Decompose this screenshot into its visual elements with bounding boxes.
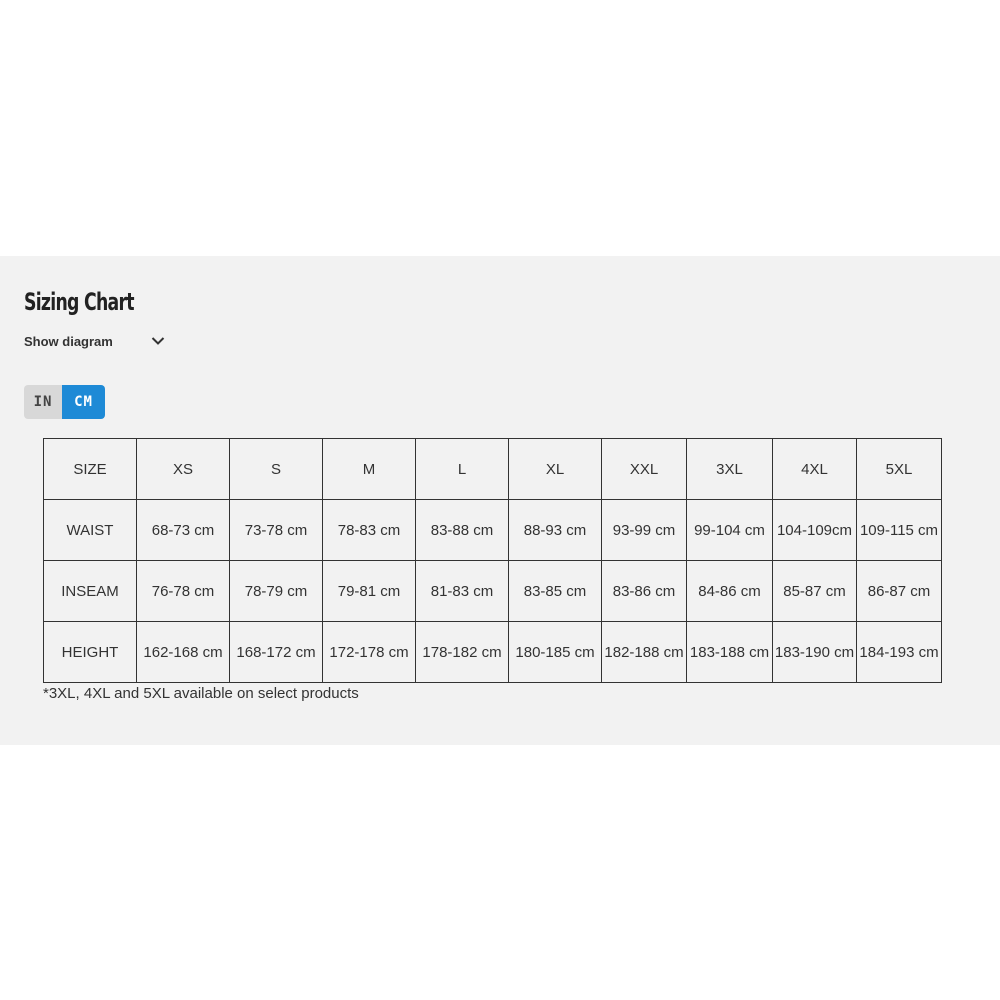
table-cell: 184-193 cm (857, 622, 942, 683)
table-cell: 183-190 cm (773, 622, 857, 683)
unit-cm-button[interactable]: CM (62, 385, 105, 419)
table-cell: 83-85 cm (509, 561, 602, 622)
table-cell: 168-172 cm (230, 622, 323, 683)
table-cell: 83-88 cm (416, 500, 509, 561)
table-cell: 79-81 cm (323, 561, 416, 622)
table-cell: 73-78 cm (230, 500, 323, 561)
row-label: WAIST (44, 500, 137, 561)
size-header-cell: S (230, 439, 323, 500)
table-cell: 83-86 cm (602, 561, 687, 622)
size-header-cell: M (323, 439, 416, 500)
size-header-cell: XXL (602, 439, 687, 500)
table-cell: 93-99 cm (602, 500, 687, 561)
table-cell: 178-182 cm (416, 622, 509, 683)
table-cell: 78-83 cm (323, 500, 416, 561)
table-cell: 104-109cm (773, 500, 857, 561)
size-header-cell: L (416, 439, 509, 500)
show-diagram-label: Show diagram (24, 333, 113, 349)
page-title: Sizing Chart (24, 288, 134, 316)
unit-in-button[interactable]: IN (24, 385, 62, 419)
table-cell: 162-168 cm (137, 622, 230, 683)
waist-row (44, 500, 942, 561)
table-cell: 180-185 cm (509, 622, 602, 683)
size-header-cell: XS (137, 439, 230, 500)
table-cell: 88-93 cm (509, 500, 602, 561)
size-table (43, 438, 942, 683)
unit-switch (24, 385, 105, 419)
chevron-down-icon (151, 334, 165, 348)
size-header-cell: 4XL (773, 439, 857, 500)
table-cell: 109-115 cm (857, 500, 942, 561)
table-cell: 182-188 cm (602, 622, 687, 683)
table-cell: 85-87 cm (773, 561, 857, 622)
table-cell: 183-188 cm (687, 622, 773, 683)
table-cell: 172-178 cm (323, 622, 416, 683)
size-header-cell: XL (509, 439, 602, 500)
table-cell: 78-79 cm (230, 561, 323, 622)
row-label: SIZE (44, 439, 137, 500)
table-cell: 76-78 cm (137, 561, 230, 622)
table-cell: 81-83 cm (416, 561, 509, 622)
inseam-row (44, 561, 942, 622)
table-cell: 99-104 cm (687, 500, 773, 561)
sizing-chart-panel (0, 256, 1000, 745)
size-header-cell: 5XL (857, 439, 942, 500)
height-row (44, 622, 942, 683)
row-label: INSEAM (44, 561, 137, 622)
table-cell: 84-86 cm (687, 561, 773, 622)
table-cell: 68-73 cm (137, 500, 230, 561)
table-cell: 86-87 cm (857, 561, 942, 622)
availability-footnote: *3XL, 4XL and 5XL available on select products (43, 685, 359, 702)
size-header-row (44, 439, 942, 500)
size-header-cell: 3XL (687, 439, 773, 500)
row-label: HEIGHT (44, 622, 137, 683)
show-diagram-toggle[interactable] (24, 330, 165, 352)
